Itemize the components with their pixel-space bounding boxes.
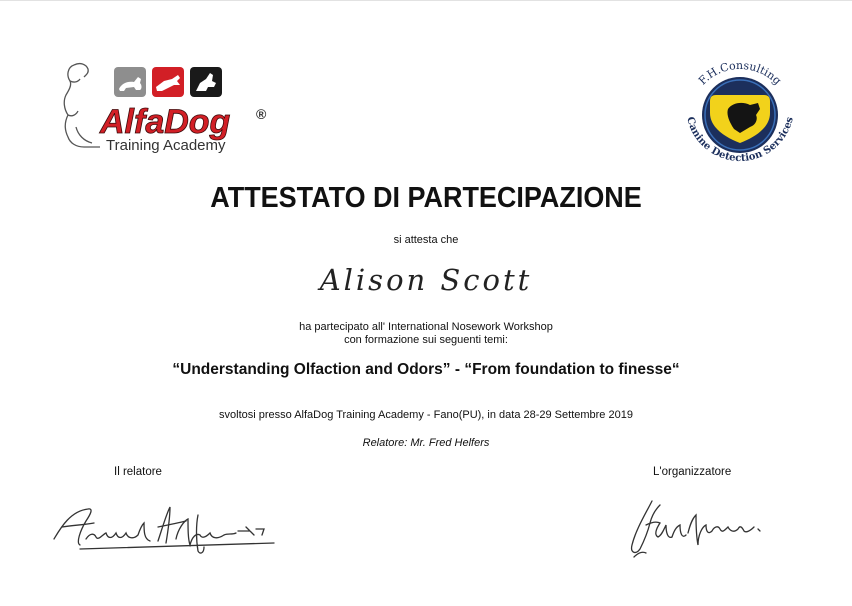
alfadog-subtitle: Training Academy (106, 137, 226, 154)
intro-text: si attesta che (393, 234, 459, 246)
organizer-signature-label: L'organizzatore (653, 466, 732, 478)
speaker-signature (50, 499, 280, 557)
certificate-title: ATTESTATO DI PARTECIPAZIONE (210, 182, 642, 214)
badge-top-text: F.H.Consulting (696, 58, 784, 88)
svg-text:®: ® (256, 106, 267, 122)
participant-name: Alison Scott (319, 263, 533, 297)
svg-text:AlfaDog: AlfaDog (100, 103, 231, 141)
dog-outline-icon (64, 64, 100, 147)
speaker-signature-label: Il relatore (114, 466, 162, 478)
organizer-signature (626, 495, 776, 565)
participation-line-2: con formazione sui seguenti temi: (344, 334, 508, 346)
alfadog-logo (56, 57, 276, 157)
participation-line-1: ha partecipato all' International Nosework Workshop (299, 321, 553, 333)
fh-consulting-logo (676, 53, 804, 177)
speaker-line: Relatore: Mr. Fred Helfers (362, 437, 490, 449)
workshop-topics: “Understanding Olfaction and Odors” - “From foundation to finesse“ (172, 361, 680, 378)
alfadog-wordmark (99, 103, 267, 141)
venue-date-text: svoltosi presso AlfaDog Training Academy - Fano(PU), in data 28-29 Settembre 2019 (219, 409, 633, 421)
badge-bottom-text: Canine Detection Services (684, 115, 796, 165)
